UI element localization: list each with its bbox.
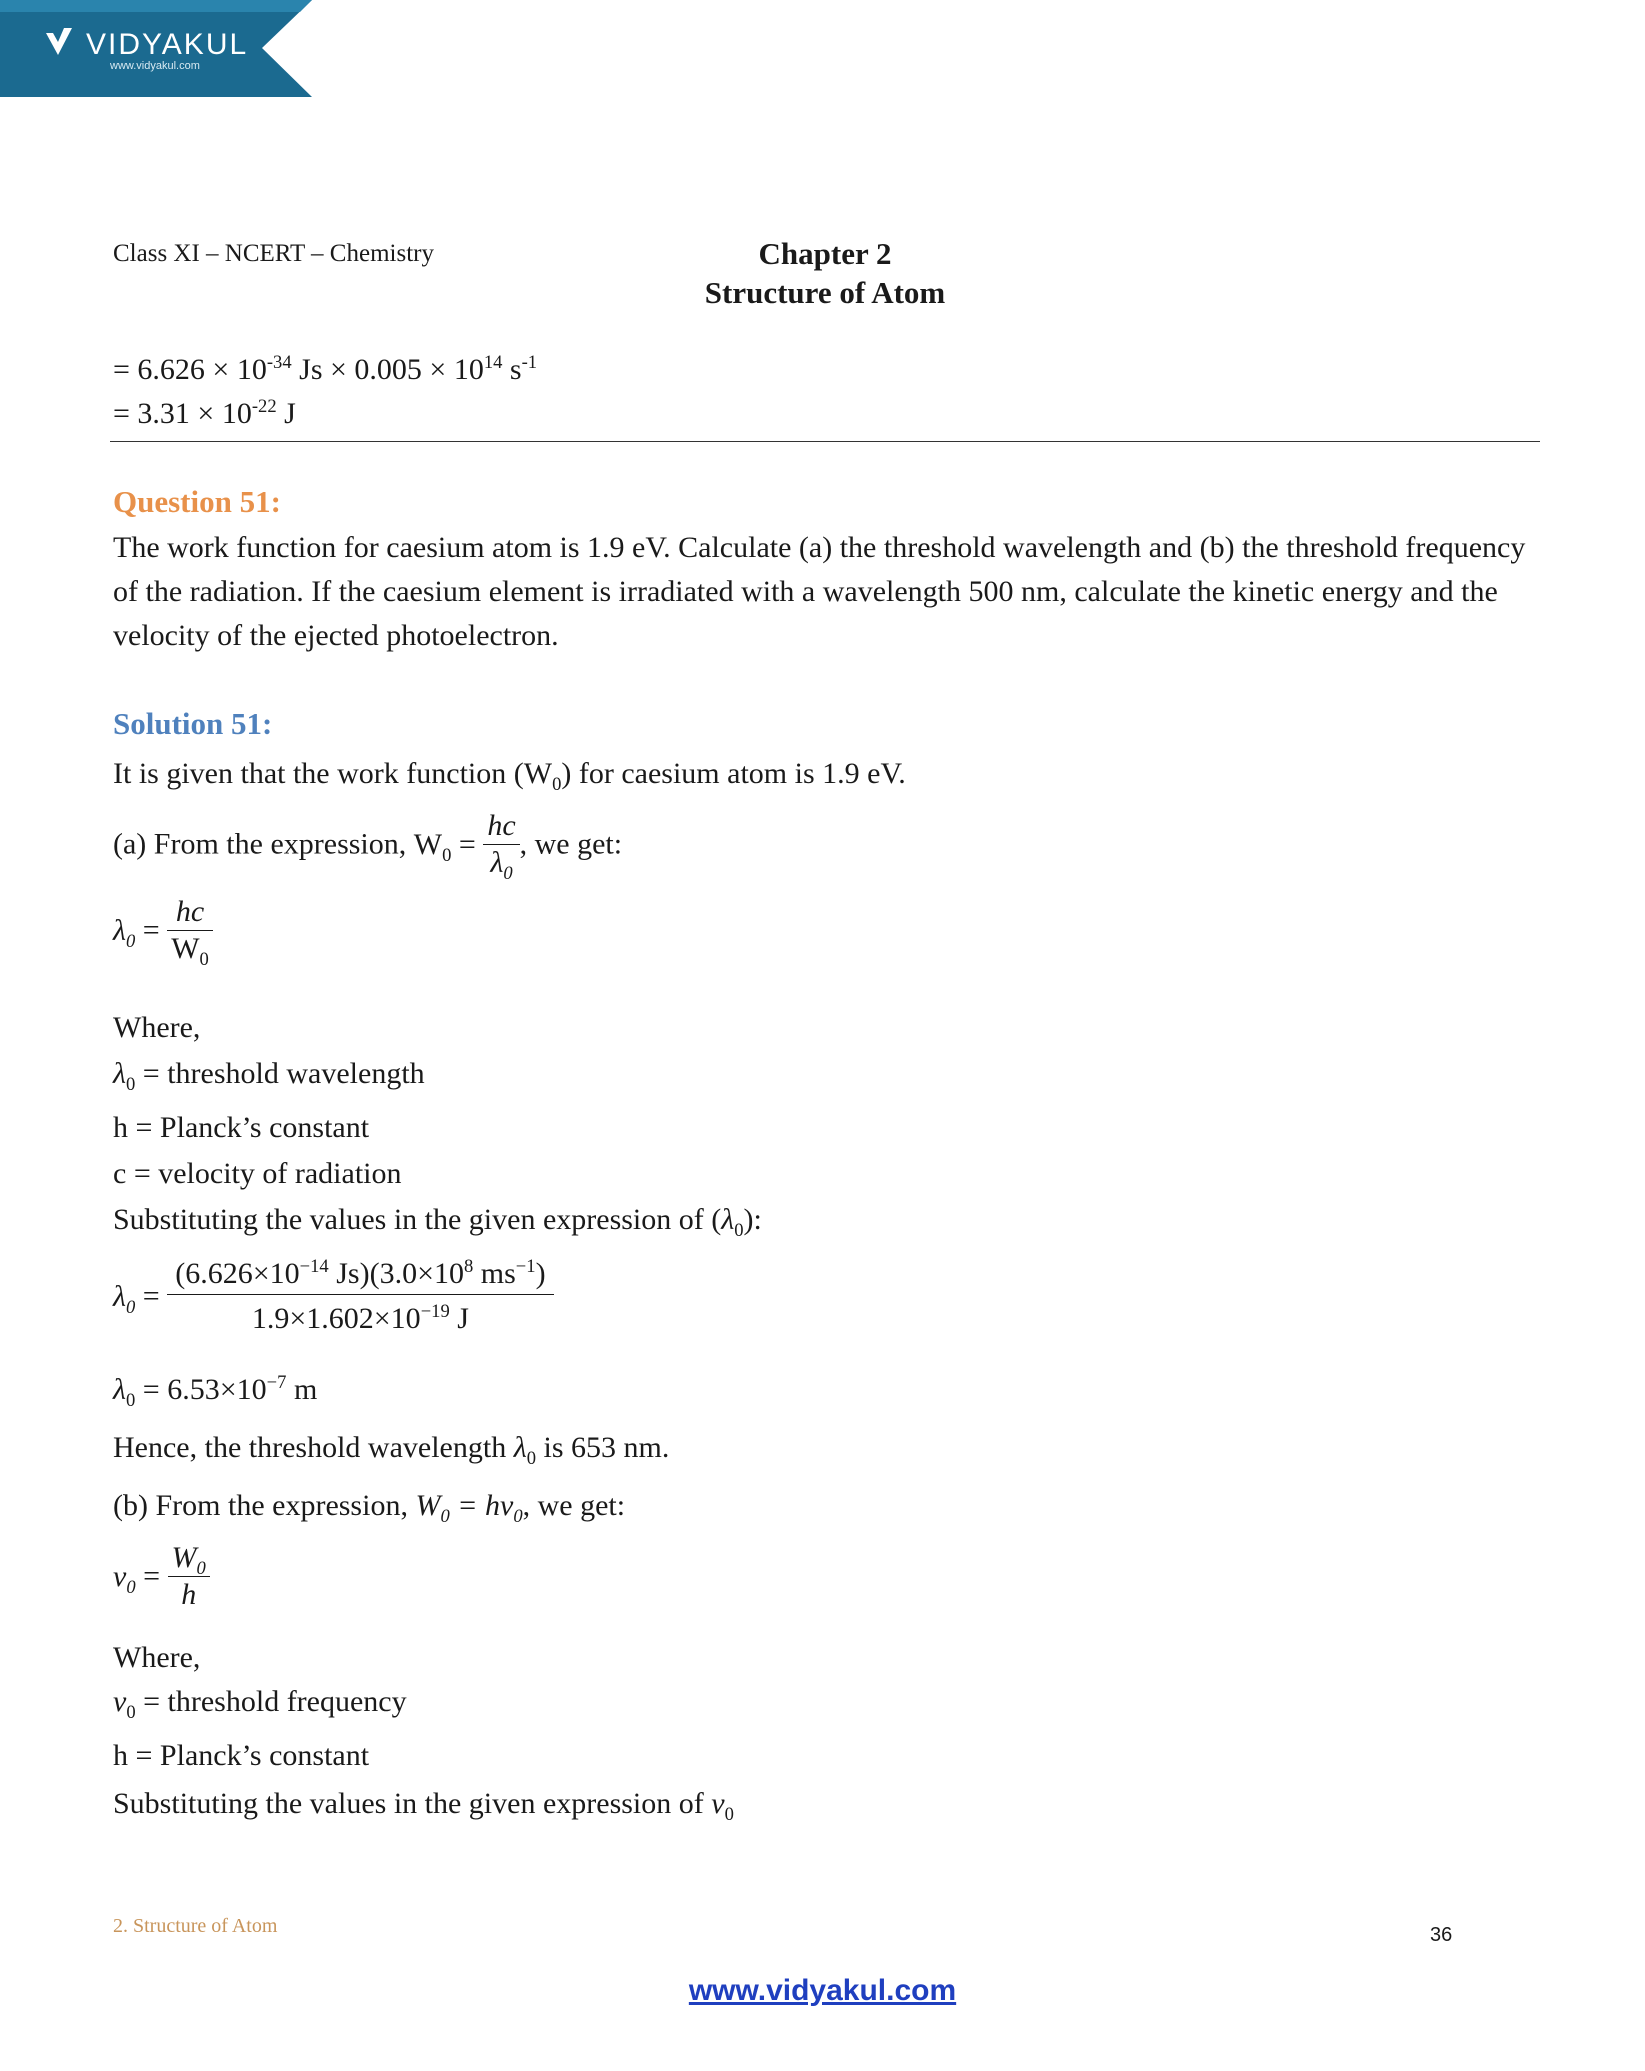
page-number: 36 (1430, 1924, 1453, 1946)
given-line: It is given that the work function $(W_0)$ for caesium atom is 1.9 eV. (113, 757, 906, 795)
equation-lambda0: $\lambda_0$ = $\frac{hc}{W_0}$ (113, 894, 213, 967)
equation-lambda-result: $\lambda_0 = 6.53\times 10^{-7}$ m (113, 1372, 318, 1411)
prev-line-2: = $3.31 \times 10^{-22}$ J (113, 396, 296, 430)
definition-lambda: $\lambda_0$ = threshold wavelength (113, 1057, 425, 1095)
question-title: Question 51: (113, 484, 281, 519)
where-label-1: Where, (113, 1011, 201, 1044)
equation-nu0: $v_0$ = $\frac{W_0}{h}$ (113, 1540, 210, 1613)
substituting-line-2: Substituting the values in the given expression of $v_0$ (113, 1787, 734, 1825)
question-text: The work function for caesium atom is 1.9 eV. Calculate (a) the threshold wavelength and (b) the threshold frequency of the radiation. If the caesium element is irradiated with a wavelength 500 nm, calculate the kinetic energy and the velocity of the ejected photoelectron. (113, 531, 1526, 652)
part-a-line: (a) From the expression, $W_0$ = $\frac{hc}{\lambda_0}$ , we get: (113, 809, 623, 884)
definition-nu: $v_0$ = threshold frequency (113, 1685, 407, 1723)
website-link[interactable]: www.vidyakul.com (688, 1974, 957, 2007)
brand-name: VIDYAKUL (86, 28, 249, 61)
definition-h-2: h = Planck’s constant (113, 1739, 370, 1772)
section-divider (110, 441, 1540, 442)
prev-line-1: = $6.626 \times 10^{-34}$ $Js \times 0.005 \times 10^{14}$ $s^{-1}$ (113, 352, 538, 386)
part-b-line: (b) From the expression, $W_0 = hv_0$, we get: (113, 1489, 626, 1527)
definition-h: h = Planck’s constant (113, 1111, 370, 1144)
footer-chapter-label: 2. Structure of Atom (113, 1915, 278, 1937)
definition-c: c = velocity of radiation (113, 1157, 402, 1190)
solution-title: Solution 51: (113, 706, 273, 741)
class-label: Class XI – NCERT – Chemistry (113, 240, 434, 267)
brand-site: www.vidyakul.com (110, 60, 200, 72)
chapter-title: Structure of Atom (704, 275, 946, 310)
where-label-2: Where, (113, 1641, 201, 1674)
equation-substitution: $\lambda_0$ = $\frac{(6.626\times 10^{-14} Js)(3.0\times 10^8 ms^{-1})}{1.9\times 1.602\times 10^{-19} J}$ (113, 1256, 554, 1337)
chapter-heading (640, 234, 1010, 312)
chapter-number: Chapter 2 (758, 236, 892, 271)
substituting-line-1: Substituting the values in the given expression of $(\lambda_0)$: (113, 1203, 762, 1241)
hence-line: Hence, the threshold wavelength $\lambda_0$ is 653 nm. (113, 1431, 670, 1469)
fraction-hc-lambda: $\frac{hc}{\lambda_0}$ (483, 808, 519, 881)
